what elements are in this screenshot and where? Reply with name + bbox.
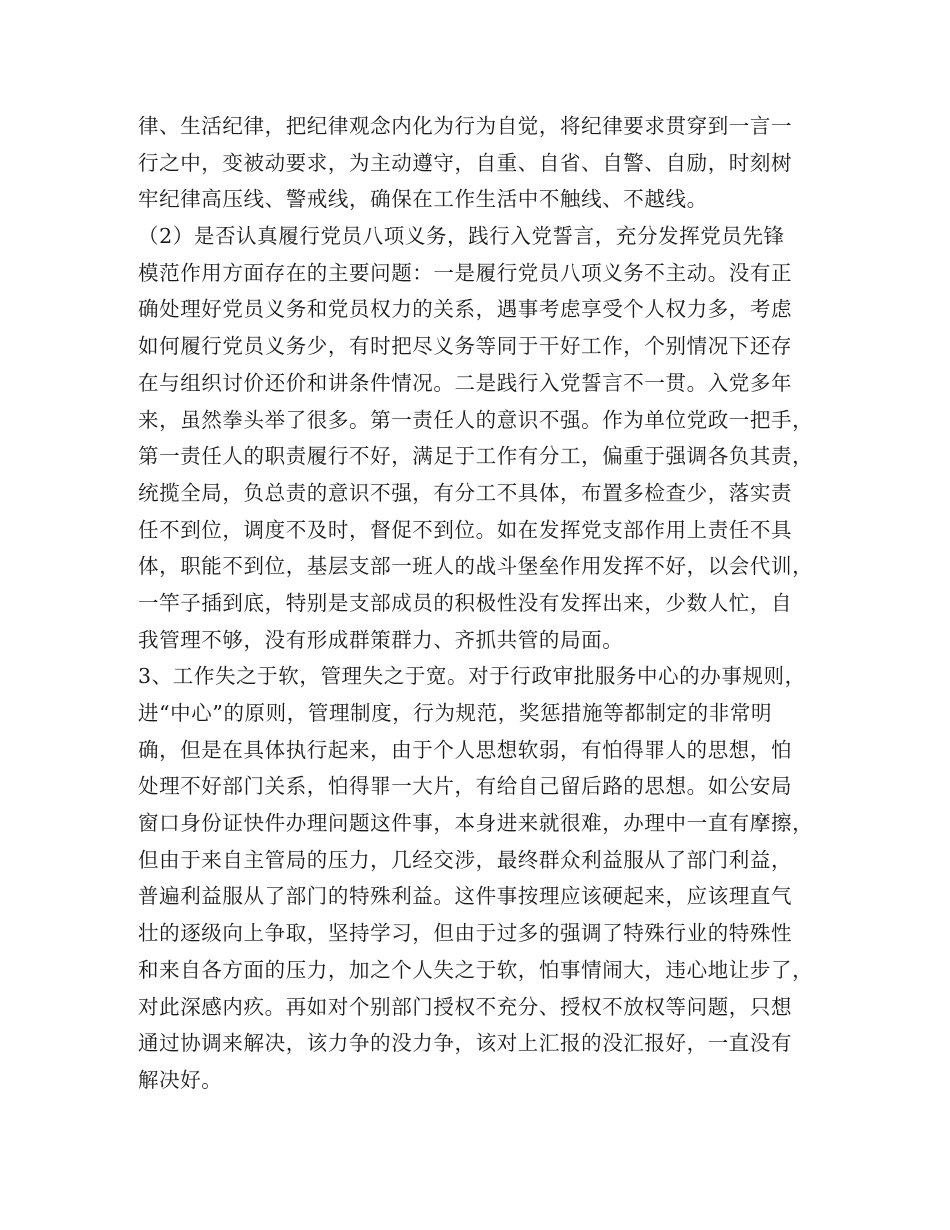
text-line: 确处理好党员义务和党员权力的关系，遇事考虑享受个人权力多，考虑 <box>138 297 793 322</box>
text-line: 普遍利益服从了部门的特殊利益。这件事按理应该硬起来，应该理直气 <box>138 884 793 909</box>
body-text <box>138 108 838 1099</box>
text-line: 如何履行党员义务少，有时把尽义务等同于干好工作，个别情况下还存 <box>138 334 793 359</box>
text-line: 来，虽然拳头举了很多。第一责任人的意识不强。作为单位党政一把手， <box>138 407 814 432</box>
text-line: 窗口身份证快件办理问题这件事，本身进来就很难，办理中一直有摩擦， <box>138 811 814 836</box>
text-line: 一竿子插到底，特别是支部成员的积极性没有发挥出来，少数人忙，自 <box>138 590 793 615</box>
text-line: 行之中，变被动要求，为主动遵守，自重、自省、自警、自励，时刻树 <box>138 150 793 175</box>
text-line: 通过协调来解决，该力争的没力争，该对上汇报的没汇报好，一直没有 <box>138 1031 793 1056</box>
text-line: 任不到位，调度不及时，督促不到位。如在发挥党支部作用上责任不具 <box>138 517 793 542</box>
text-line: 但由于来自主管局的压力，几经交涉，最终群众利益服从了部门利益， <box>138 847 793 872</box>
text-line: 牢纪律高压线、警戒线，确保在工作生活中不触线、不越线。 <box>138 187 708 212</box>
text-line: 模范作用方面存在的主要问题：一是履行党员八项义务不主动。没有正 <box>138 260 793 285</box>
text-line: （2）是否认真履行党员八项义务，践行入党誓言，充分发挥党员先锋 <box>138 224 785 249</box>
text-line: 进“中心”的原则，管理制度，行为规范，奖惩措施等都制定的非常明 <box>138 701 773 725</box>
text-line: 壮的逐级向上争取，坚持学习，但由于过多的强调了特殊行业的特殊性 <box>138 921 793 946</box>
text-line: 对此深感内疚。再如对个别部门授权不充分、授权不放权等问题，只想 <box>138 994 793 1019</box>
text-line: 在与组织讨价还价和讲条件情况。二是践行入党誓言不一贯。入党多年 <box>138 370 793 395</box>
text-line: 3、工作失之于软，管理失之于宽。对于行政审批服务中心的办事规则， <box>138 664 806 689</box>
text-line: 和来自各方面的压力，加之个人失之于软，怕事情闹大，违心地让步了， <box>138 957 814 982</box>
text-line: 体，职能不到位，基层支部一班人的战斗堡垒作用发挥不好，以会代训， <box>138 554 814 579</box>
text-line: 我管理不够，没有形成群策群力、齐抓共管的局面。 <box>138 627 624 652</box>
text-line: 确，但是在具体执行起来，由于个人思想软弱，有怕得罪人的思想，怕 <box>138 737 793 762</box>
text-line: 第一责任人的职责履行不好，满足于工作有分工，偏重于强调各负其责， <box>138 444 814 469</box>
text-line: 解决好。 <box>138 1067 223 1092</box>
text-line: 统揽全局，负总责的意识不强，有分工不具体，布置多检查少，落实责 <box>138 480 793 505</box>
text-line: 律、生活纪律，把纪律观念内化为行为自觉，将纪律要求贯穿到一言一 <box>138 114 793 138</box>
text-line: 处理不好部门关系，怕得罪一大片，有给自己留后路的思想。如公安局 <box>138 774 793 799</box>
